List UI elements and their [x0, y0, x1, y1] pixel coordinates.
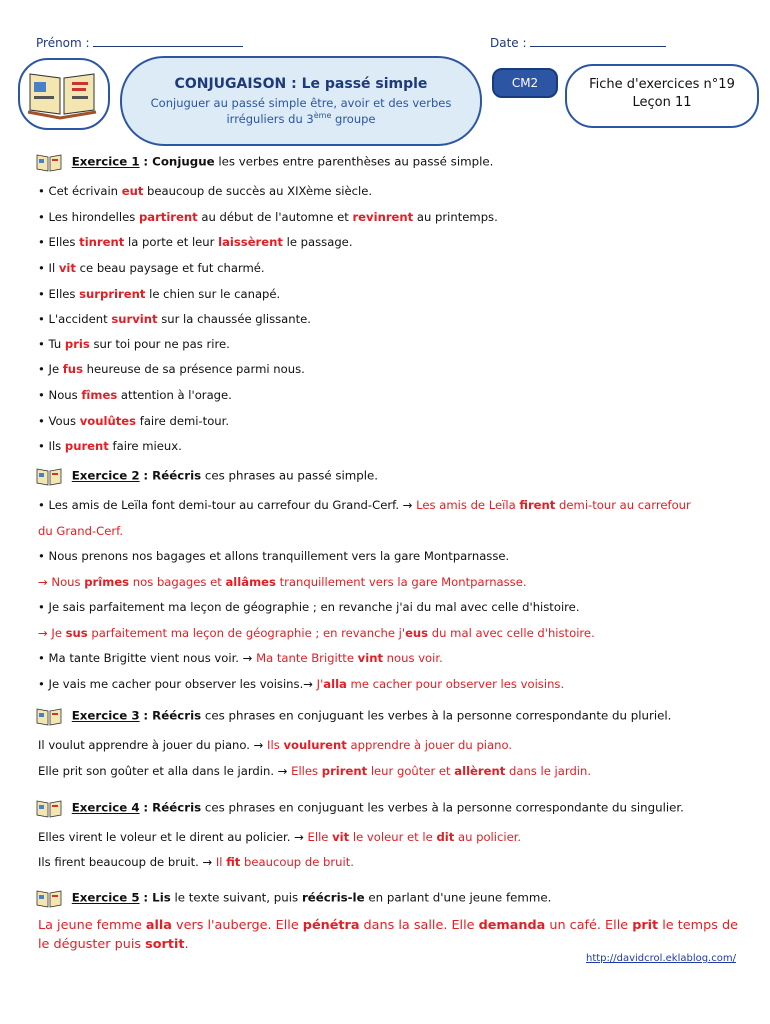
page-title: CONJUGAISON : Le passé simple [174, 76, 428, 92]
ex1-line-10: • Vous voulûtes faire demi-tour. [38, 414, 230, 428]
book-icon [36, 706, 62, 726]
exercise-2-verb: Réécris [152, 468, 202, 483]
prenom-field [36, 36, 243, 50]
exercise-4-number: Exercice 4 [71, 800, 140, 815]
ex2-sentence-5: • Je vais me cacher pour observer les voisins.→ J'alla me cacher pour observer les voisins. [38, 677, 565, 691]
subtitle-text-end: groupe [331, 111, 376, 126]
ex1-line-7: • Tu pris sur toi pour ne pas rire. [38, 337, 230, 351]
book-icon [36, 152, 62, 172]
ex1-line-1: • Cet écrivain eut beaucoup de succès au XIXème siècle. [38, 184, 373, 198]
ex5-paragraph-line-1: La jeune femme alla vers l'auberge. Elle pénétra dans la salle. Elle demanda un café. Elle prit le temps de [38, 918, 738, 933]
ex1-line-2: • Les hirondelles partirent au début de l'automne et revinrent au printemps. [38, 210, 498, 224]
date-blank [530, 36, 666, 47]
ex4-sentence-1: Elles virent le voleur et le dirent au policier. → Elle vit le voleur et le dit au policier. [38, 830, 522, 844]
ex1-line-8: • Je fus heureuse de sa présence parmi nous. [38, 362, 305, 376]
exercise-4-verb: Réécris [152, 800, 202, 815]
fiche-number: Fiche d'exercices n°19 [589, 77, 735, 92]
book-icon [36, 798, 62, 818]
subtitle-text: irréguliers du 3 [226, 111, 314, 126]
exercise-3-verb: Réécris [152, 708, 202, 723]
exercise-4-instruction: ces phrases en conjuguant les verbes à la personne correspondante du singulier. [201, 800, 684, 815]
ex1-line-4: • Il vit ce beau paysage et fut charmé. [38, 261, 265, 275]
prenom-blank [93, 36, 243, 47]
ex2-answer-1-end: du Grand-Cerf. [38, 524, 124, 538]
page-subtitle-1: Conjuguer au passé simple être, avoir et des verbes [150, 96, 452, 110]
exercise-1-heading: Exercice 1 : Conjugue les verbes entre parenthèses au passé simple. [36, 152, 493, 172]
exercise-2-instruction: ces phrases au passé simple. [201, 468, 379, 483]
ex1-line-9: • Nous fîmes attention à l'orage. [38, 388, 232, 402]
exercise-5-instruction-2: en parlant d'une jeune femme. [364, 890, 552, 905]
book-icon [36, 888, 62, 908]
exercise-2-heading: Exercice 2 : Réécris ces phrases au passé simple. [36, 466, 378, 486]
exercise-3-instruction: ces phrases en conjuguant les verbes à la personne correspondante du pluriel. [201, 708, 672, 723]
ex2-answer-3: → Je sus parfaitement ma leçon de géographie ; en revanche j'eus du mal avec celle d'histoire. [38, 626, 595, 640]
ex2-sentence-2: • Nous prenons nos bagages et allons tranquillement vers la gare Montparnasse. [38, 549, 510, 563]
ex2-answer-2: → Nous prîmes nos bagages et allâmes tranquillement vers la gare Montparnasse. [38, 575, 527, 589]
exercise-5-heading: Exercice 5 : Lis le texte suivant, puis réécris-le en parlant d'une jeune femme. [36, 888, 551, 908]
prenom-label: Prénom : [36, 36, 90, 50]
exercise-5-number: Exercice 5 [71, 890, 140, 905]
footer-link[interactable]: http://davidcrol.eklablog.com/ [586, 953, 736, 964]
exercise-5-verb-2: réécris-le [301, 890, 365, 905]
exercise-1-instruction: les verbes entre parenthèses au passé simple. [214, 154, 494, 169]
title-cloud [120, 56, 482, 146]
fiche-box [565, 64, 759, 128]
level-badge: CM2 [492, 68, 558, 98]
exercise-3-number: Exercice 3 [71, 708, 140, 723]
exercise-5-verb-1: Lis [152, 890, 171, 905]
ex5-paragraph-line-2: le déguster puis sortit. [38, 937, 189, 952]
exercise-3-heading: Exercice 3 : Réécris ces phrases en conjuguant les verbes à la personne correspondante du pluriel. [36, 706, 671, 726]
lesson-number: Leçon 11 [632, 95, 692, 110]
date-label: Date : [490, 36, 527, 50]
open-book-icon [20, 60, 104, 124]
ex1-line-11: • Ils purent faire mieux. [38, 439, 182, 453]
exercise-5-instruction-1: le texte suivant, puis [170, 890, 302, 905]
subtitle-sup: ème [313, 111, 332, 120]
ex1-line-6: • L'accident survint sur la chaussée glissante. [38, 312, 311, 326]
ex1-line-5: • Elles surprirent le chien sur le canapé. [38, 287, 281, 301]
ex2-sentence-1: • Les amis de Leïla font demi-tour au carrefour du Grand-Cerf. → Les amis de Leïla firent demi-tour au carrefour [38, 498, 691, 512]
ex1-line-3: • Elles tinrent la porte et leur laissèrent le passage. [38, 235, 353, 249]
ex4-sentence-2: Ils firent beaucoup de bruit. → Il fit beaucoup de bruit. [38, 855, 354, 869]
date-field [490, 36, 666, 50]
ex2-sentence-3: • Je sais parfaitement ma leçon de géographie ; en revanche j'ai du mal avec celle d'histoire. [38, 600, 580, 614]
ex3-sentence-1: Il voulut apprendre à jouer du piano. → Ils voulurent apprendre à jouer du piano. [38, 738, 513, 752]
exercise-1-verb: Conjugue [152, 154, 215, 169]
exercise-1-number: Exercice 1 [71, 154, 140, 169]
book-icon [36, 466, 62, 486]
ex2-sentence-4: • Ma tante Brigitte vient nous voir. → Ma tante Brigitte vint nous voir. [38, 651, 443, 665]
book-logo [18, 58, 110, 130]
ex3-sentence-2: Elle prit son goûter et alla dans le jardin. → Elles prirent leur goûter et allèrent dans le jardin. [38, 764, 592, 778]
page-subtitle-2 [122, 111, 480, 126]
exercise-2-number: Exercice 2 [71, 468, 140, 483]
exercise-4-heading: Exercice 4 : Réécris ces phrases en conjuguant les verbes à la personne correspondante du singulier. [36, 798, 684, 818]
